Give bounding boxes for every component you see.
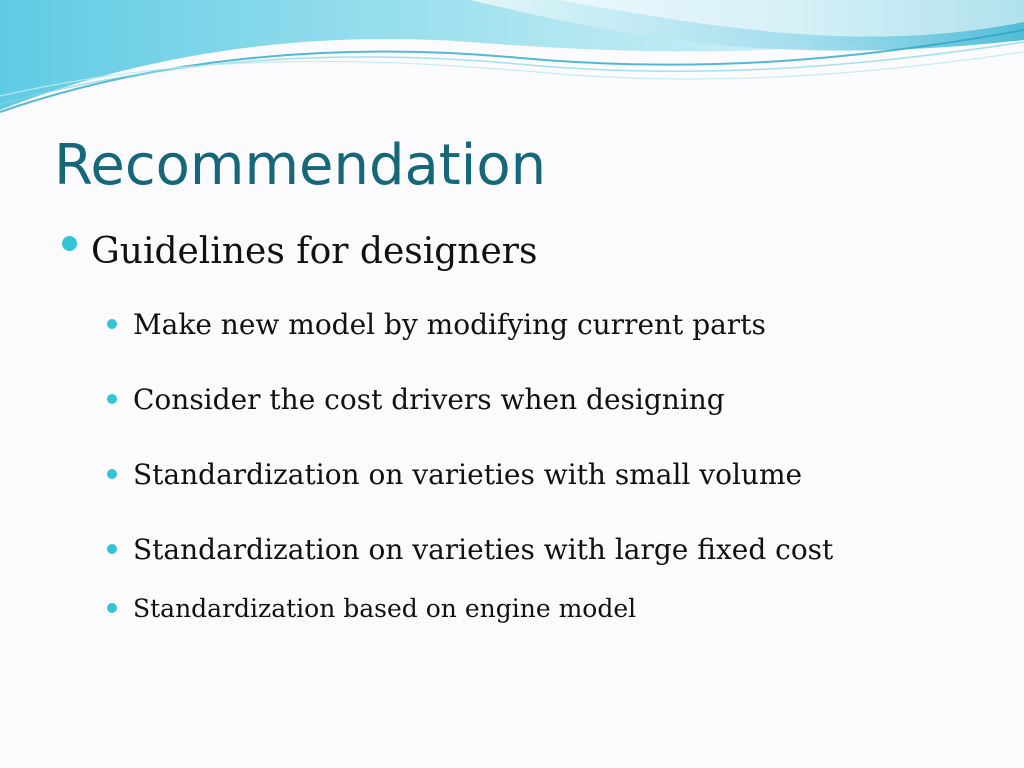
sub-bullet-text: Standardization on varieties with small volume (133, 457, 803, 491)
sub-bullet-text: Consider the cost drivers when designing (133, 382, 725, 416)
header-wave-decoration (0, 0, 1024, 130)
bullet-dot-icon (107, 603, 117, 613)
sub-bullet-text: Make new model by modifying current parts (133, 307, 766, 341)
bullet-dot-icon (107, 544, 117, 554)
sub-bullet (107, 527, 833, 571)
sub-bullet (107, 302, 766, 346)
sub-bullet (107, 377, 725, 421)
bullet-dot-icon (107, 394, 117, 404)
sub-bullet-text: Standardization based on engine model (133, 593, 637, 623)
sub-bullet (107, 452, 802, 496)
sub-bullet (107, 586, 636, 630)
slide-title: Recommendation (54, 133, 547, 198)
bullet-dot-icon (107, 469, 117, 479)
main-bullet (62, 224, 537, 278)
bullet-dot-icon (107, 319, 117, 329)
main-bullet-text: Guidelines for designers (91, 230, 538, 272)
bullet-dot-icon (62, 236, 77, 251)
sub-bullet-text: Standardization on varieties with large fixed cost (133, 532, 834, 566)
